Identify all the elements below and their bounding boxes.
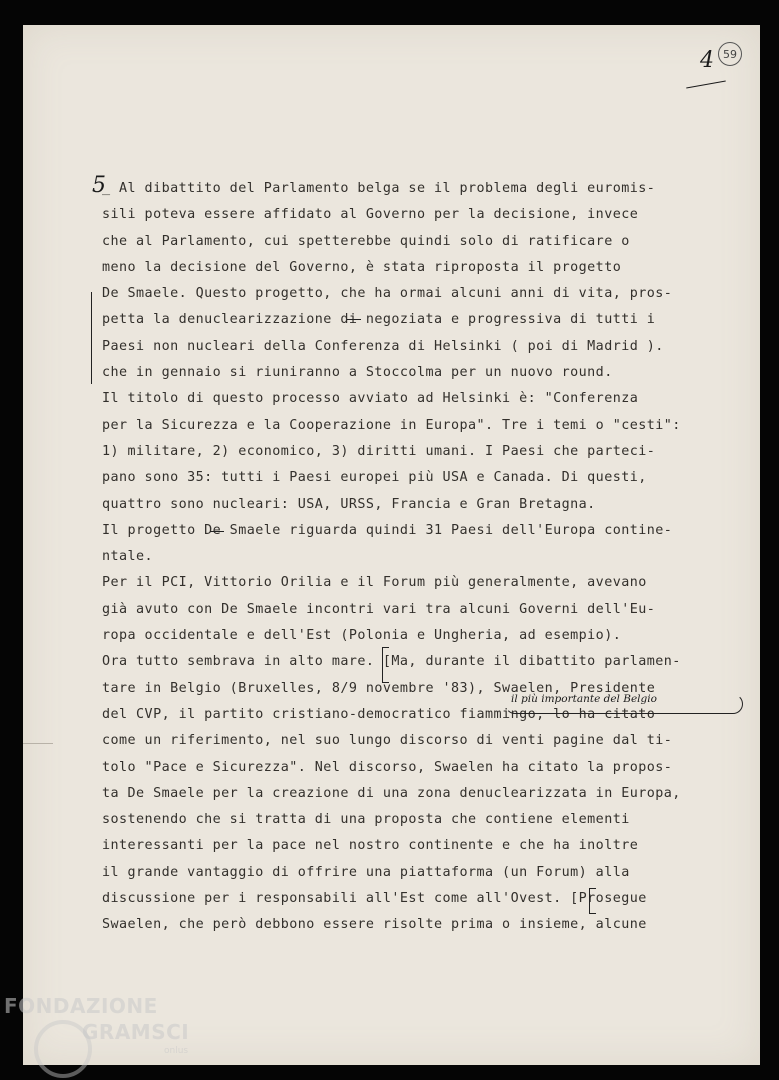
- text-line: Per il PCI, Vittorio Orilia e il Forum più generalmente, avevano: [102, 575, 647, 591]
- text-line: tare in Belgio (Bruxelles, 8/9 novembre '83), Swaelen, Presidente: [102, 680, 656, 696]
- text-line: Paesi non nucleari della Conferenza di Helsinki ( poi di Madrid ).: [102, 338, 664, 354]
- text-line: Il titolo di questo processo avviato ad Helsinki è: "Conferenza: [102, 391, 639, 407]
- text-line: per la Sicurezza e la Cooperazione in Europa". Tre i temi o "cesti":: [102, 417, 681, 433]
- strike-mark: [347, 319, 361, 320]
- text-line: 1) militare, 2) economico, 3) diritti umani. I Paesi che parteci-: [102, 443, 656, 459]
- watermark-line1: FONDAZIONE: [4, 994, 158, 1018]
- text-line: quattro sono nucleari: USA, URSS, Francia e Gran Bretagna.: [102, 496, 596, 512]
- text-line: pano sono 35: tutti i Paesi europei più USA e Canada. Di questi,: [102, 470, 647, 486]
- text-line: Ora tutto sembrava in alto mare. [Ma, durante il dibattito parlamen-: [102, 654, 681, 670]
- strike-mark: [210, 531, 224, 532]
- text-line: che al Parlamento, cui spetterebbe quindi solo di ratificare o: [102, 233, 630, 249]
- bracket-mark: [589, 888, 596, 914]
- text-line: ropa occidentale e dell'Est (Polonia e Ungheria, ad esempio).: [102, 628, 622, 644]
- text-line: già avuto con De Smaele incontri vari tra alcuni Governi dell'Eu-: [102, 601, 656, 617]
- page-number: 4: [700, 48, 714, 73]
- typed-text-body: [102, 181, 722, 944]
- watermark-small: onlus: [164, 1046, 189, 1056]
- text-line: del CVP, il partito cristiano-democratico fiammingo, lo ha citato: [102, 706, 656, 722]
- handwritten-insert-note: il più importante del Belgio: [511, 693, 657, 705]
- watermark-logo-icon: [34, 1020, 92, 1078]
- scan-mark: [23, 743, 53, 744]
- bracket-mark: [382, 647, 389, 683]
- watermark-line2: GRAMSCI: [82, 1020, 190, 1044]
- text-line: che in gennaio si riuniranno a Stoccolma per un nuovo round.: [102, 365, 613, 381]
- margin-bar-mark: [91, 292, 92, 384]
- text-line: sostenendo che si tratta di una proposta che contiene elementi: [102, 812, 630, 828]
- section-number: 5: [92, 173, 106, 198]
- text-line: meno la decisione del Governo, è stata riproposta il progetto: [102, 259, 622, 275]
- text-line: Swaelen, che però debbono essere risolte prima o insieme, alcune: [102, 917, 647, 933]
- fondazione-gramsci-watermark: [4, 994, 204, 1056]
- text-line: ntale.: [102, 549, 154, 565]
- text-line: De Smaele. Questo progetto, che ha ormai alcuni anni di vita, pros-: [102, 286, 673, 302]
- text-line: tolo "Pace e Sicurezza". Nel discorso, Swaelen ha citato la propos-: [102, 759, 673, 775]
- text-line: il grande vantaggio di offrire una piattaforma (un Forum) alla: [102, 864, 630, 880]
- text-line: _ Al dibattito del Parlamento belga se il problema degli euromis-: [102, 181, 656, 196]
- text-line: ta De Smaele per la creazione di una zona denuclearizzata in Europa,: [102, 785, 681, 801]
- text-line: Il progetto De Smaele riguarda quindi 31 Paesi dell'Europa contine-: [102, 522, 673, 538]
- text-line: interessanti per la pace nel nostro continente e che ha inoltre: [102, 838, 639, 854]
- text-line: come un riferimento, nel suo lungo discorso di venti pagine dal ti-: [102, 733, 673, 749]
- text-line: sili poteva essere affidato al Governo per la decisione, invece: [102, 207, 639, 223]
- insert-note-frame: [505, 694, 743, 714]
- text-line: petta la denuclearizzazione di negoziata e progressiva di tutti i: [102, 312, 656, 328]
- archive-page-number: 59: [718, 42, 742, 66]
- text-line: discussione per i responsabili all'Est come all'Ovest. [Prosegue: [102, 891, 647, 907]
